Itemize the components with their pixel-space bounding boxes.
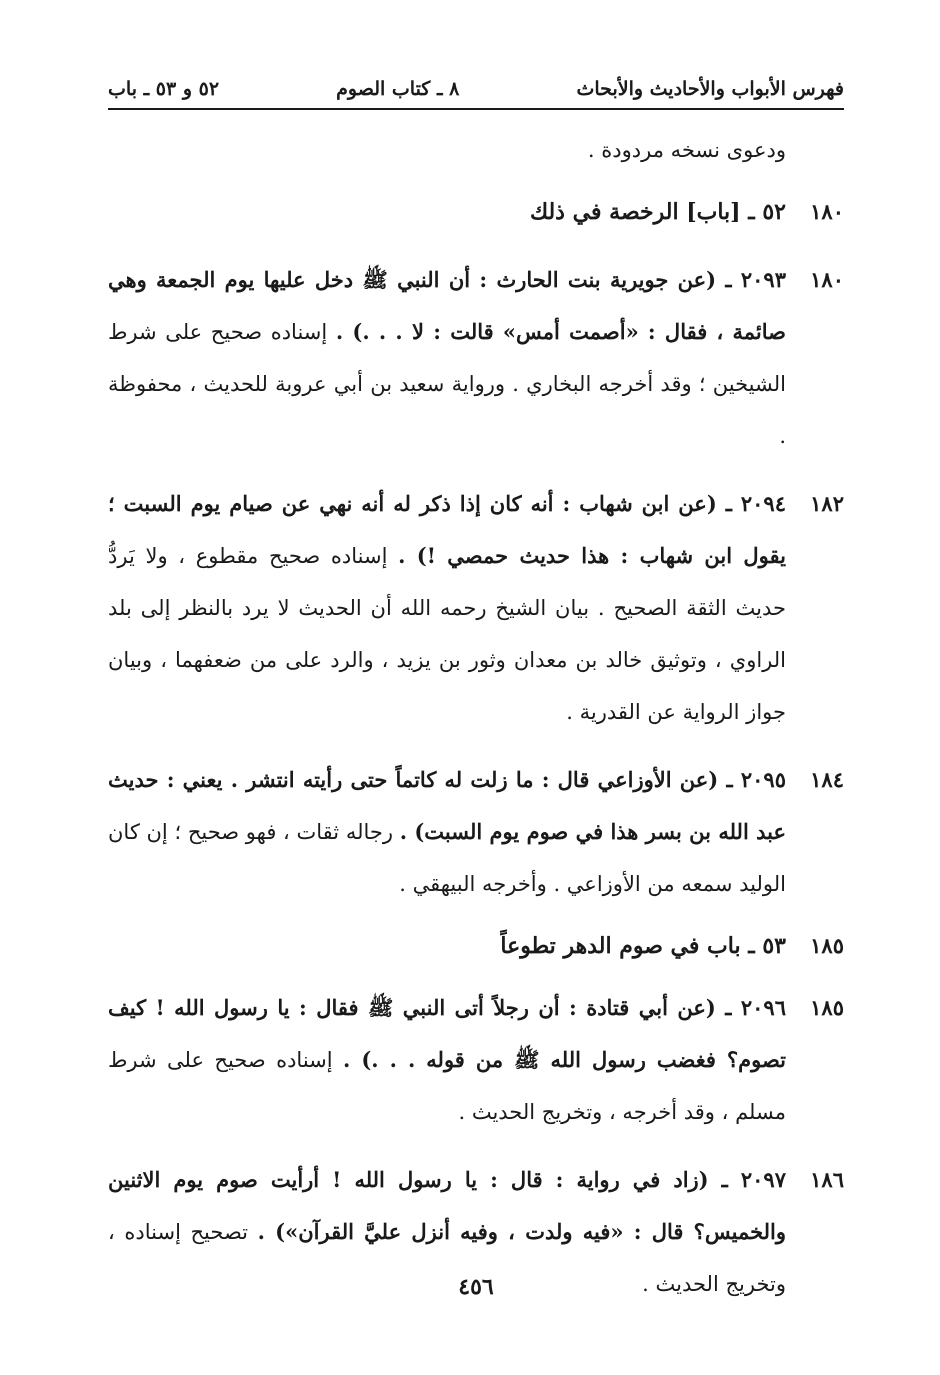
reference-number: ١٨٤ (810, 767, 844, 792)
index-entry-2094 (108, 478, 844, 738)
running-header (108, 72, 844, 106)
reference-number: ١٨٢ (810, 491, 844, 516)
entry-text (108, 754, 786, 910)
hadith-text: ٢٠٩٥ ـ (عن الأوزاعي قال : ما زلت له كاتماً حتى رأيته انتشر . يعني : حديث عبد الله بن بسر هذا في صوم يوم السبت) . (108, 767, 787, 844)
commentary-text: تصحيح إسناده ، وتخريج الحديث . (108, 1220, 786, 1296)
reference-number: ١٨٠ (810, 267, 844, 292)
index-entry-2096 (108, 982, 844, 1138)
document-page (108, 0, 844, 1375)
continuation-text: ودعوى نسخه مردودة . (587, 138, 786, 162)
entry-text (108, 982, 786, 1138)
hadith-text: ٢٠٩٦ ـ (عن أبي قتادة : أن رجلاً أتى النبي ﷺ فقال : يا رسول الله ! كيف تصوم؟ فغضب رسول الله ﷺ من قوله . . .) . (108, 995, 786, 1072)
entry-text (108, 254, 786, 462)
chapter-heading-text: ٥٣ ـ باب في صوم الدهر تطوعاً (500, 933, 786, 959)
reference-number: ١٨٥ (810, 933, 844, 958)
index-content (108, 124, 844, 1310)
header-index-title: فهرس الأبواب والأحاديث والأبحاث (576, 78, 844, 100)
chapter-heading-52 (108, 186, 844, 238)
hadith-text: ٢٠٩٧ ـ (زاد في رواية : قال : يا رسول الله ! أرأيت صوم يوم الاثنين والخميس؟ قال : «فيه ولدت ، وفيه أنزل عليَّ القرآن») . (108, 1167, 787, 1244)
index-entry-2095 (108, 754, 844, 910)
header-chapter-range: ٥٢ و ٥٣ ـ باب (108, 78, 220, 100)
commentary-text: إسناده صحيح مقطوع ، ولا يَردُّ حديث الثقة الصحيح . بيان الشيخ رحمه الله أن الحديث لا يرد بالنظر إلى بلد الراوي ، وتوثيق خالد بن معدان وثور بن يزيد ، والرد على من ضعفهما ، وبيان جواز الرواية عن القدرية . (108, 544, 786, 724)
page-number: ٤٥٦ (458, 1274, 494, 1300)
hadith-text: ٢٠٩٣ ـ (عن جويرية بنت الحارث : أن النبي ﷺ دخل عليها يوم الجمعة وهي صائمة ، فقال : «أصمت أمس» قالت : لا . . .) . (108, 267, 786, 344)
chapter-heading-text: ٥٢ ـ [باب] الرخصة في ذلك (529, 199, 786, 225)
reference-number: ١٨٠ (810, 199, 844, 224)
header-book-title: ٨ ـ كتاب الصوم (336, 78, 460, 100)
commentary-text: رجاله ثقات ، فهو صحيح ؛ إن كان الوليد سمعه من الأوزاعي . وأخرجه البيهقي . (108, 820, 786, 896)
commentary-text: إسناده صحيح على شرط مسلم ، وقد أخرجه ، وتخريج الحديث . (108, 1048, 786, 1124)
header-divider (108, 108, 844, 110)
reference-number: ١٨٦ (810, 1167, 844, 1192)
reference-number: ١٨٥ (810, 995, 844, 1020)
chapter-heading-53 (108, 920, 844, 972)
commentary-text: إسناده صحيح على شرط الشيخين ؛ وقد أخرجه البخاري . ورواية سعيد بن أبي عروبة للحديث ، محفوظة . (108, 320, 786, 448)
entry-text (108, 478, 786, 738)
hadith-text: ٢٠٩٤ ـ (عن ابن شهاب : أنه كان إذا ذكر له أنه نهي عن صيام يوم السبت ؛ يقول ابن شهاب : هذا حديث حمصي !) . (108, 491, 786, 568)
index-entry-2093 (108, 254, 844, 462)
